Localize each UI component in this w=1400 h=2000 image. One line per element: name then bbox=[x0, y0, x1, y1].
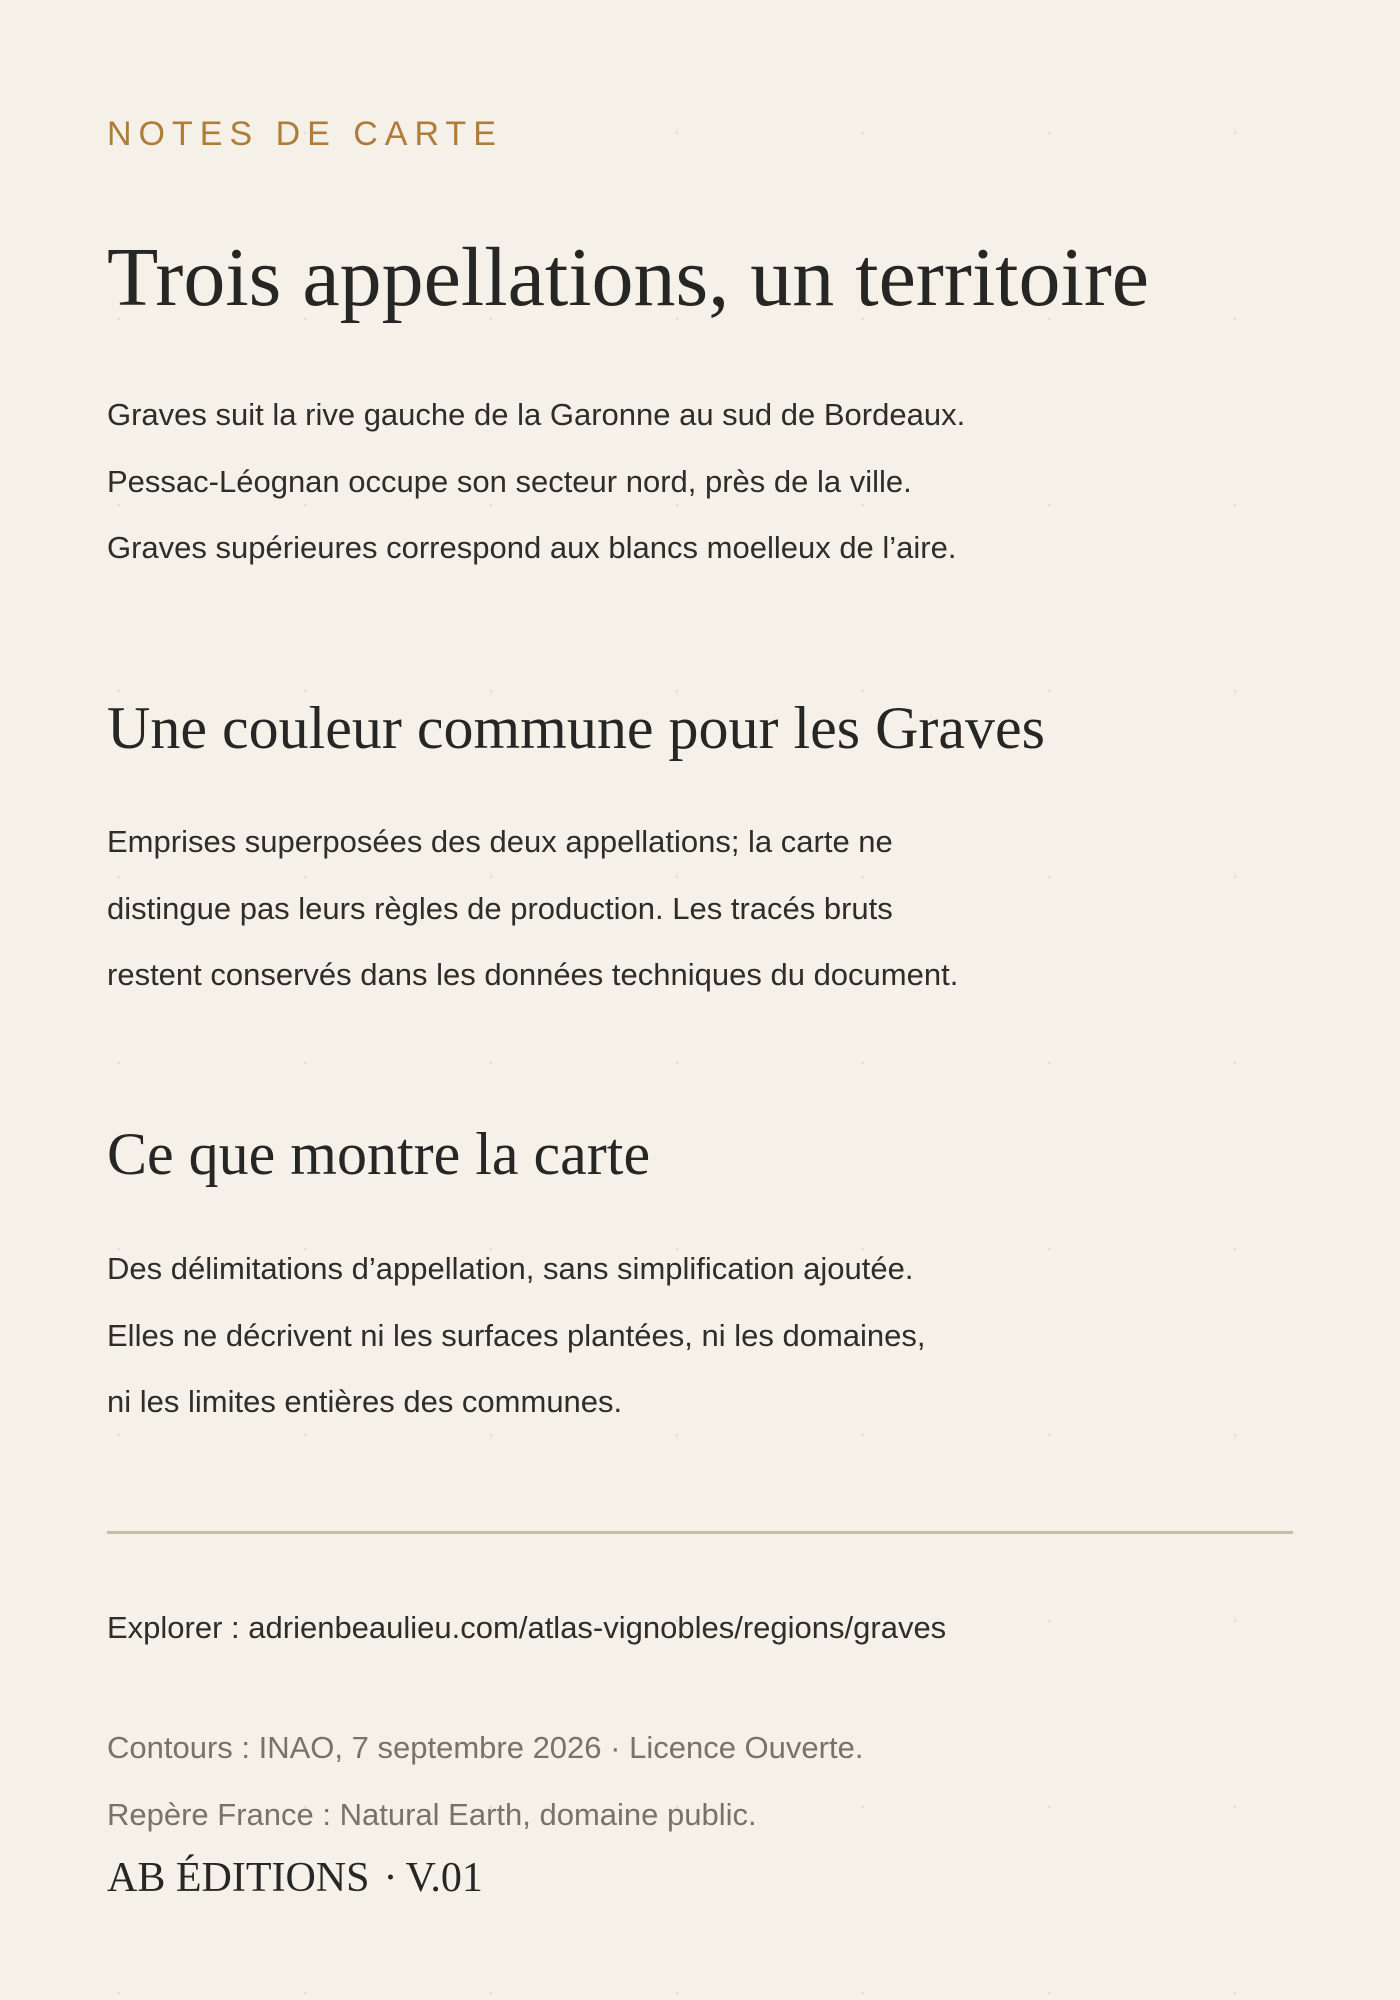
intro-paragraph bbox=[107, 382, 1257, 582]
explore-link[interactable]: Explorer : adrienbeaulieu.com/atlas-vignobles/regions/graves bbox=[107, 1610, 947, 1645]
section-carte-paragraph bbox=[107, 1236, 1257, 1436]
section-couleur-paragraph bbox=[107, 809, 1257, 1009]
section-carte-line: Elles ne décrivent ni les surfaces plantées, ni les domaines, bbox=[107, 1317, 926, 1353]
section-carte-line: ni les limites entières des communes. bbox=[107, 1384, 623, 1419]
intro-line: Graves supérieures correspond aux blancs moelleux de l’aire. bbox=[107, 530, 957, 565]
section-couleur-line: distingue pas leurs règles de production. Les tracés bruts bbox=[107, 890, 893, 926]
brand-separator: · bbox=[383, 1855, 398, 1901]
eyebrow-label: NOTES DE CARTE bbox=[107, 115, 503, 153]
intro-line: Graves suit la rive gauche de la Garonne au sud de Bordeaux. bbox=[107, 397, 966, 432]
section-heading-carte: Ce que montre la carte bbox=[107, 1121, 651, 1187]
credit-line: Contours : INAO, 7 septembre 2026 · Licence Ouverte. bbox=[107, 1730, 864, 1765]
credits bbox=[107, 1714, 863, 1848]
section-carte-line: Des délimitations d’appellation, sans simplification ajoutée. bbox=[107, 1251, 914, 1286]
version-label: V.01 bbox=[405, 1855, 483, 1901]
divider bbox=[107, 1531, 1293, 1534]
credit-line: Repère France : Natural Earth, domaine public. bbox=[107, 1797, 757, 1832]
section-couleur-line: Emprises superposées des deux appellations; la carte ne bbox=[107, 824, 893, 859]
brand-name: AB ÉDITIONS bbox=[107, 1855, 370, 1901]
brand-mark bbox=[107, 1852, 483, 1904]
section-heading-couleur: Une couleur commune pour les Graves bbox=[107, 695, 1046, 761]
intro-line: Pessac-Léognan occupe son secteur nord, près de la ville. bbox=[107, 463, 912, 499]
section-couleur-line: restent conservés dans les données techniques du document. bbox=[107, 957, 959, 992]
page-title: Trois appellations, un territoire bbox=[107, 231, 1150, 324]
